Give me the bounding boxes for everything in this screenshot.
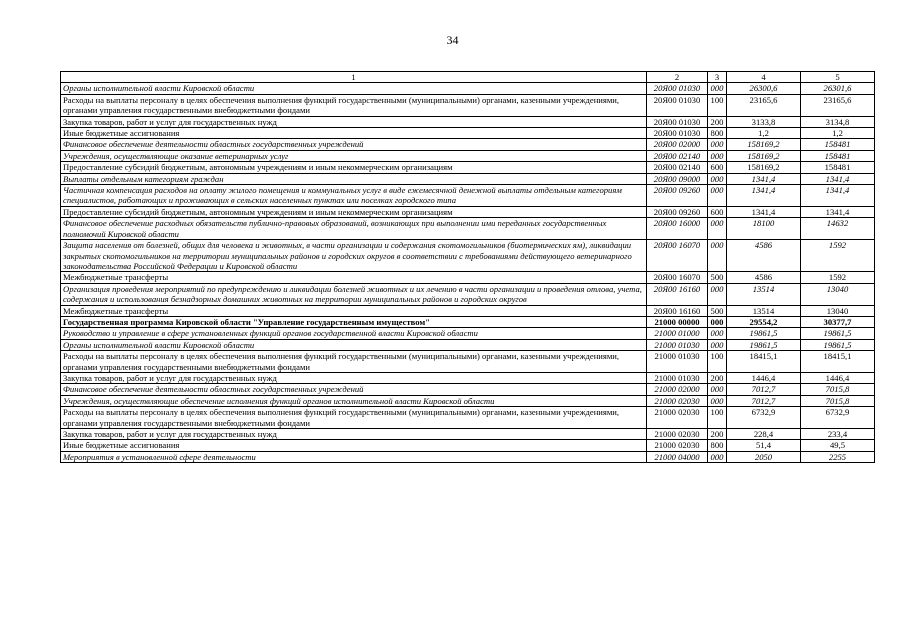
row-value-1-cell: 158169,2	[727, 162, 801, 173]
row-type-cell: 000	[708, 240, 727, 272]
table-row	[61, 351, 875, 373]
row-name-cell: Межбюджетные трансферты	[61, 272, 647, 283]
row-value-2-cell: 158481	[801, 162, 875, 173]
row-code-cell: 21000 02030	[647, 429, 708, 440]
row-code-cell: 21000 01000	[647, 328, 708, 339]
row-type-cell: 800	[708, 440, 727, 451]
row-code-cell: 20Я00 09000	[647, 173, 708, 184]
row-code-cell: 20Я00 16070	[647, 272, 708, 283]
row-name-cell: Органы исполнительной власти Кировской области	[61, 339, 647, 350]
table-row	[61, 173, 875, 184]
row-value-1-cell: 4586	[727, 272, 801, 283]
header-cell-value-1: 4	[727, 72, 801, 83]
row-code-cell: 21000 00000	[647, 316, 708, 327]
table-row	[61, 206, 875, 217]
row-type-cell: 200	[708, 116, 727, 127]
row-name-cell: Финансовое обеспечение деятельности областных государственных учреждений	[61, 139, 647, 150]
row-value-2-cell: 7015,8	[801, 395, 875, 406]
row-value-1-cell: 13514	[727, 283, 801, 305]
table-row	[61, 185, 875, 207]
row-value-1-cell: 19861,5	[727, 339, 801, 350]
row-name-cell: Руководство и управление в сфере установленных функций органов государственной власти Кировской области	[61, 328, 647, 339]
table-row	[61, 372, 875, 383]
table-row	[61, 116, 875, 127]
row-code-cell: 21000 04000	[647, 451, 708, 462]
row-type-cell: 000	[708, 185, 727, 207]
row-name-cell: Защита населения от болезней, общих для человека и животных, в части организации и содержания скотомогильников (биотермических ям), ликвидации закрытых скотомогильников на территории муниципальных районов и городских округов в соответствии с требованиями действующего ветеринарного законодательства Российской Федерации и Кировской области	[61, 240, 647, 272]
table-row	[61, 283, 875, 305]
row-value-2-cell: 6732,9	[801, 407, 875, 429]
row-name-cell: Расходы на выплаты персоналу в целях обеспечения выполнения функций государственными (муниципальными) органами, казенными учреждениями, органами управления государственными внебюджетными фондами	[61, 94, 647, 116]
row-code-cell: 20Я00 16000	[647, 218, 708, 240]
row-value-2-cell: 1592	[801, 240, 875, 272]
row-code-cell: 21000 01030	[647, 351, 708, 373]
row-name-cell: Предоставление субсидий бюджетным, автономным учреждениям и иным некоммерческим организациям	[61, 162, 647, 173]
table-row	[61, 440, 875, 451]
row-value-2-cell: 158481	[801, 150, 875, 161]
row-code-cell: 20Я00 09260	[647, 185, 708, 207]
row-type-cell: 100	[708, 407, 727, 429]
row-value-2-cell: 3134,8	[801, 116, 875, 127]
table-row	[61, 407, 875, 429]
row-value-2-cell: 19861,5	[801, 339, 875, 350]
row-value-2-cell: 1341,4	[801, 185, 875, 207]
row-type-cell: 500	[708, 305, 727, 316]
row-type-cell: 000	[708, 395, 727, 406]
row-name-cell: Государственная программа Кировской области "Управление государственным имуществом"	[61, 316, 647, 327]
row-code-cell: 20Я00 16070	[647, 240, 708, 272]
row-type-cell: 000	[708, 328, 727, 339]
row-name-cell: Межбюджетные трансферты	[61, 305, 647, 316]
row-value-2-cell: 18415,1	[801, 351, 875, 373]
row-value-1-cell: 13514	[727, 305, 801, 316]
row-value-2-cell: 1341,4	[801, 173, 875, 184]
row-value-1-cell: 6732,9	[727, 407, 801, 429]
row-value-2-cell: 26301,6	[801, 83, 875, 94]
row-value-1-cell: 29554,2	[727, 316, 801, 327]
table-row	[61, 384, 875, 395]
table-row	[61, 83, 875, 94]
row-code-cell: 20Я00 01030	[647, 94, 708, 116]
row-value-2-cell: 1592	[801, 272, 875, 283]
row-value-2-cell: 13040	[801, 283, 875, 305]
header-cell-name: 1	[61, 72, 647, 83]
row-name-cell: Закупка товаров, работ и услуг для государственных нужд	[61, 372, 647, 383]
row-code-cell: 21000 01030	[647, 372, 708, 383]
table-row	[61, 429, 875, 440]
row-name-cell: Учреждения, осуществляющие обеспечение исполнения функций органов исполнительной власти Кировской области	[61, 395, 647, 406]
row-code-cell: 20Я00 01030	[647, 83, 708, 94]
table-row	[61, 272, 875, 283]
row-code-cell: 21000 02030	[647, 395, 708, 406]
row-name-cell: Иные бюджетные ассигнования	[61, 128, 647, 139]
row-value-2-cell: 13040	[801, 305, 875, 316]
row-type-cell: 100	[708, 351, 727, 373]
row-type-cell: 000	[708, 83, 727, 94]
table-row	[61, 395, 875, 406]
row-name-cell: Финансовое обеспечение деятельности областных государственных учреждений	[61, 384, 647, 395]
row-value-2-cell: 14632	[801, 218, 875, 240]
row-type-cell: 000	[708, 139, 727, 150]
row-type-cell: 500	[708, 272, 727, 283]
row-name-cell: Иные бюджетные ассигнования	[61, 440, 647, 451]
table-header-row	[61, 72, 875, 83]
row-value-1-cell: 7012,7	[727, 384, 801, 395]
row-name-cell: Мероприятия в установленной сфере деятельности	[61, 451, 647, 462]
row-type-cell: 600	[708, 162, 727, 173]
row-value-1-cell: 158169,2	[727, 150, 801, 161]
row-code-cell: 21000 02030	[647, 407, 708, 429]
table-row	[61, 218, 875, 240]
row-code-cell: 20Я00 02000	[647, 139, 708, 150]
row-type-cell: 000	[708, 150, 727, 161]
row-type-cell: 000	[708, 316, 727, 327]
row-code-cell: 21000 02000	[647, 384, 708, 395]
row-name-cell: Расходы на выплаты персоналу в целях обеспечения выполнения функций государственными (муниципальными) органами, казенными учреждениями, органами управления государственными внебюджетными фондами	[61, 407, 647, 429]
row-value-2-cell: 158481	[801, 139, 875, 150]
row-name-cell: Закупка товаров, работ и услуг для государственных нужд	[61, 116, 647, 127]
row-type-cell: 200	[708, 429, 727, 440]
row-value-2-cell: 23165,6	[801, 94, 875, 116]
row-type-cell: 100	[708, 94, 727, 116]
table-row	[61, 150, 875, 161]
row-type-cell: 800	[708, 128, 727, 139]
table-row	[61, 339, 875, 350]
row-value-1-cell: 4586	[727, 240, 801, 272]
table-row	[61, 316, 875, 327]
row-value-1-cell: 26300,6	[727, 83, 801, 94]
table-row	[61, 328, 875, 339]
row-value-2-cell: 30377,7	[801, 316, 875, 327]
row-name-cell: Предоставление субсидий бюджетным, автономным учреждениям и иным некоммерческим организациям	[61, 206, 647, 217]
row-value-1-cell: 1,2	[727, 128, 801, 139]
row-name-cell: Органы исполнительной власти Кировской области	[61, 83, 647, 94]
header-cell-value-2: 5	[801, 72, 875, 83]
page-number: 34	[446, 33, 459, 47]
row-type-cell: 000	[708, 173, 727, 184]
row-value-2-cell: 1,2	[801, 128, 875, 139]
row-code-cell: 21000 01030	[647, 339, 708, 350]
row-value-1-cell: 3133,8	[727, 116, 801, 127]
row-value-1-cell: 18415,1	[727, 351, 801, 373]
row-value-1-cell: 7012,7	[727, 395, 801, 406]
row-value-2-cell: 19861,5	[801, 328, 875, 339]
row-type-cell: 000	[708, 384, 727, 395]
budget-table	[60, 71, 875, 463]
table-row	[61, 139, 875, 150]
row-type-cell: 200	[708, 372, 727, 383]
table-row	[61, 128, 875, 139]
row-value-1-cell: 1341,4	[727, 173, 801, 184]
table-row	[61, 240, 875, 272]
row-value-2-cell: 1446,4	[801, 372, 875, 383]
row-code-cell: 20Я00 16160	[647, 283, 708, 305]
row-name-cell: Расходы на выплаты персоналу в целях обеспечения выполнения функций государственными (муниципальными) органами, казенными учреждениями, органами управления государственными внебюджетными фондами	[61, 351, 647, 373]
row-code-cell: 20Я00 01030	[647, 128, 708, 139]
row-name-cell: Выплаты отдельным категориям граждан	[61, 173, 647, 184]
row-type-cell: 000	[708, 218, 727, 240]
row-name-cell: Организация проведения мероприятий по предупреждению и ликвидации болезней животных и их лечению в части организации и проведения отлова, учета, содержания и использования безнадзорных домашних животных на территории муниципальных районов и городских округов	[61, 283, 647, 305]
row-code-cell: 20Я00 01030	[647, 116, 708, 127]
row-value-1-cell: 23165,6	[727, 94, 801, 116]
row-value-1-cell: 158169,2	[727, 139, 801, 150]
row-value-2-cell: 1341,4	[801, 206, 875, 217]
row-name-cell: Учреждения, осуществляющие оказание ветеринарных услуг	[61, 150, 647, 161]
row-value-1-cell: 1446,4	[727, 372, 801, 383]
header-cell-type: 3	[708, 72, 727, 83]
row-code-cell: 20Я00 02140	[647, 150, 708, 161]
row-value-2-cell: 233,4	[801, 429, 875, 440]
table-row	[61, 305, 875, 316]
row-type-cell: 000	[708, 283, 727, 305]
row-name-cell: Частичная компенсация расходов на оплату жилого помещения и коммунальных услуг в виде ежемесячной денежной выплаты отдельным категориям специалистов, работающих и проживающих в сельских населенных пунктах или поселках городского типа	[61, 185, 647, 207]
row-type-cell: 000	[708, 451, 727, 462]
row-type-cell: 600	[708, 206, 727, 217]
row-code-cell: 21000 02030	[647, 440, 708, 451]
row-value-1-cell: 51,4	[727, 440, 801, 451]
table-row	[61, 94, 875, 116]
row-value-1-cell: 2050	[727, 451, 801, 462]
row-name-cell: Финансовое обеспечение расходных обязательств публично-правовых образований, возникающих при выполнении ими переданных государственных полномочий Кировской области	[61, 218, 647, 240]
row-code-cell: 20Я00 16160	[647, 305, 708, 316]
row-value-2-cell: 49,5	[801, 440, 875, 451]
row-code-cell: 20Я00 09260	[647, 206, 708, 217]
header-cell-code: 2	[647, 72, 708, 83]
row-code-cell: 20Я00 02140	[647, 162, 708, 173]
row-value-1-cell: 1341,4	[727, 185, 801, 207]
row-type-cell: 000	[708, 339, 727, 350]
row-name-cell: Закупка товаров, работ и услуг для государственных нужд	[61, 429, 647, 440]
row-value-1-cell: 228,4	[727, 429, 801, 440]
row-value-1-cell: 19861,5	[727, 328, 801, 339]
row-value-1-cell: 18100	[727, 218, 801, 240]
table-row	[61, 162, 875, 173]
row-value-1-cell: 1341,4	[727, 206, 801, 217]
row-value-2-cell: 7015,8	[801, 384, 875, 395]
row-value-2-cell: 2255	[801, 451, 875, 462]
table-row	[61, 451, 875, 462]
